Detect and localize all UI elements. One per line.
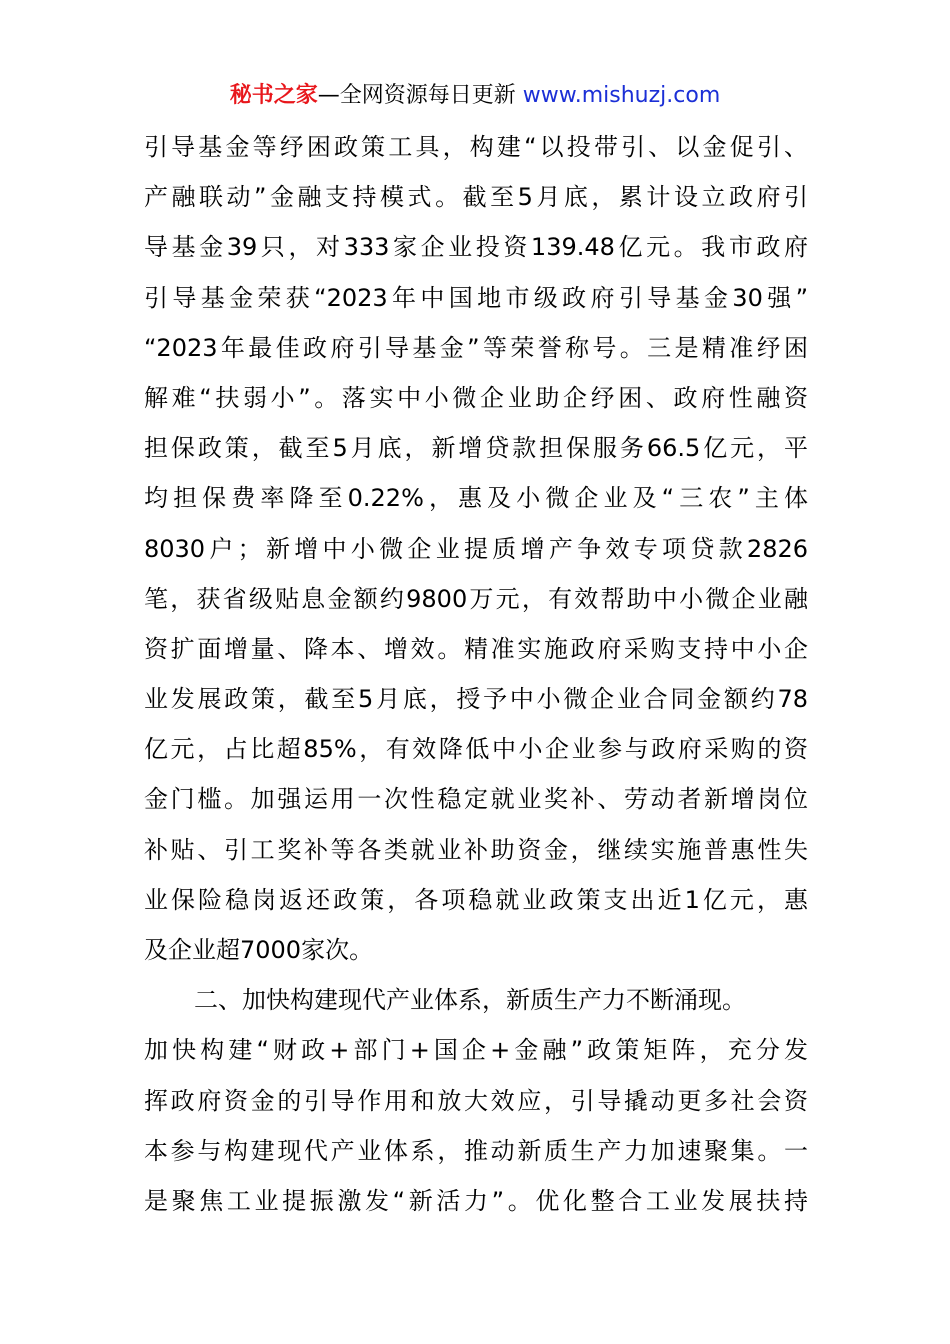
body-line: 本参与构建现代产业体系，推动新质生产力加速聚集。一	[144, 1136, 808, 1165]
body-line: 业保险稳岗返还政策，各项稳就业政策支出近1亿元，惠	[144, 885, 808, 914]
body-line: 亿元，占比超85%，有效降低中小企业参与政府采购的资	[144, 735, 808, 764]
body-line: 导基金39只，对333家企业投资139.48亿元。我市政府	[144, 233, 808, 262]
body-line: 加快构建“财政+部门+国企+金融”政策矩阵，充分发	[144, 1036, 808, 1065]
site-header	[0, 80, 950, 112]
body-line: 引导基金荣获“2023年中国地市级政府引导基金30强”	[144, 283, 808, 312]
section-heading-line: 二、加快构建现代产业体系，新质生产力不断涌现。	[194, 986, 746, 1015]
site-brand: 秘书之家	[229, 83, 318, 108]
body-line: 金门槛。加强运用一次性稳定就业奖补、劳动者新增岗位	[144, 785, 808, 814]
body-line: 解难“扶弱小”。落实中小微企业助企纾困、政府性融资	[144, 383, 808, 412]
body-line: 业发展政策，截至5月底，授予中小微企业合同金额约78	[144, 685, 808, 714]
body-line: 担保政策，截至5月底，新增贷款担保服务66.5亿元，平	[144, 434, 808, 463]
body-line: 补贴、引工奖补等各类就业补助资金，继续实施普惠性失	[144, 835, 808, 864]
body-line: 引导基金等纾困政策工具，构建“以投带引、以金促引、	[144, 133, 808, 161]
body-line: 挥政府资金的引导作用和放大效应，引导撬动更多社会资	[144, 1086, 808, 1115]
body-line: “2023年最佳政府引导基金”等荣誉称号。三是精准纾困	[144, 333, 808, 362]
body-line: 是聚焦工业提振激发“新活力”。优化整合工业发展扶持	[144, 1186, 808, 1215]
body-line: 8030户；新增中小微企业提质增产争效专项贷款2826	[144, 534, 808, 563]
body-line: 产融联动”金融支持模式。截至5月底，累计设立政府引	[144, 183, 808, 212]
body-line: 资扩面增量、降本、增效。精准实施政府采购支持中小企	[144, 634, 808, 663]
document-body	[144, 130, 808, 1234]
body-line: 均担保费率降至0.22%，惠及小微企业及“三农”主体	[144, 484, 808, 513]
body-line: 笔，获省级贴息金额约9800万元，有效帮助中小微企业融	[144, 584, 808, 613]
site-url-link[interactable]: www.mishuzj.com	[522, 83, 721, 108]
site-tagline: —全网资源每日更新	[317, 83, 523, 108]
paragraph-end-line: 及企业超7000家次。	[144, 936, 374, 964]
